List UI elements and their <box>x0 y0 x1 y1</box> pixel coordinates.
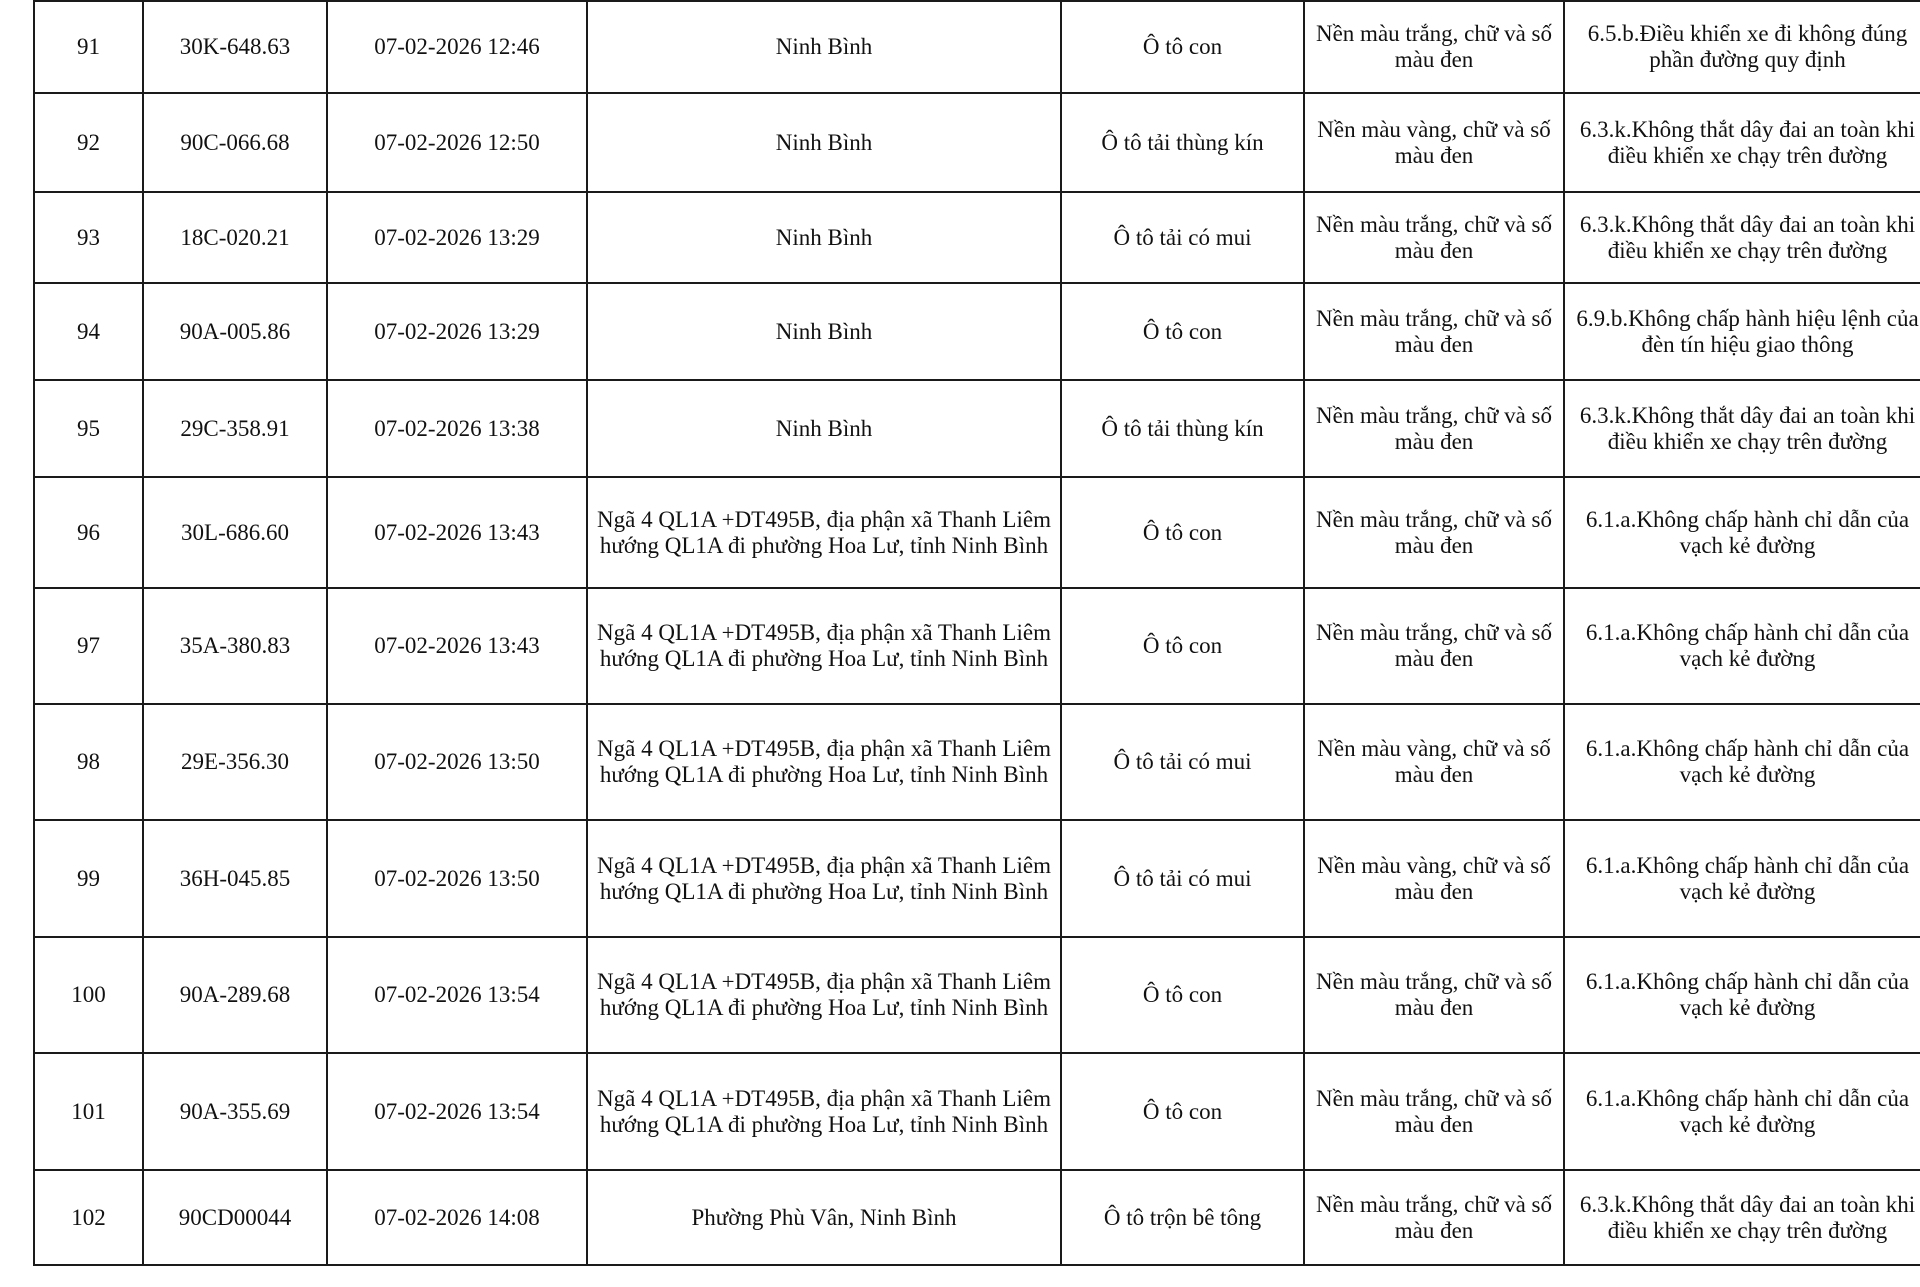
cell-stt: 96 <box>34 477 143 588</box>
cell-violation-description: 6.1.a.Không chấp hành chỉ dẫn của vạch kẻ đường <box>1564 704 1920 820</box>
cell-plate-color: Nền màu vàng, chữ và số màu đen <box>1304 820 1564 937</box>
cell-stt: 95 <box>34 380 143 477</box>
cell-vehicle-type: Ô tô tải có mui <box>1061 192 1304 283</box>
cell-plate-number: 90C-066.68 <box>143 93 327 192</box>
cell-violation-time: 07-02-2026 12:50 <box>327 93 587 192</box>
cell-violation-time: 07-02-2026 14:08 <box>327 1170 587 1265</box>
cell-vehicle-type: Ô tô tải thùng kín <box>1061 93 1304 192</box>
cell-violation-place: Ngã 4 QL1A +DT495B, địa phận xã Thanh Liêm hướng QL1A đi phường Hoa Lư, tỉnh Ninh Bình <box>587 588 1061 704</box>
cell-vehicle-type: Ô tô trộn bê tông <box>1061 1170 1304 1265</box>
cell-plate-number: 90A-005.86 <box>143 283 327 380</box>
cell-plate-number: 35A-380.83 <box>143 588 327 704</box>
cell-stt: 91 <box>34 1 143 93</box>
cell-vehicle-type: Ô tô tải thùng kín <box>1061 380 1304 477</box>
cell-violation-place: Phường Phù Vân, Ninh Bình <box>587 1170 1061 1265</box>
cell-violation-place: Ngã 4 QL1A +DT495B, địa phận xã Thanh Liêm hướng QL1A đi phường Hoa Lư, tỉnh Ninh Bình <box>587 704 1061 820</box>
cell-violation-place: Ngã 4 QL1A +DT495B, địa phận xã Thanh Liêm hướng QL1A đi phường Hoa Lư, tỉnh Ninh Bình <box>587 820 1061 937</box>
cell-plate-color: Nền màu trắng, chữ và số màu đen <box>1304 1053 1564 1170</box>
cell-plate-color: Nền màu trắng, chữ và số màu đen <box>1304 477 1564 588</box>
cell-violation-description: 6.3.k.Không thắt dây đai an toàn khi điều khiển xe chạy trên đường <box>1564 93 1920 192</box>
cell-violation-time: 07-02-2026 13:29 <box>327 283 587 380</box>
cell-violation-description: 6.1.a.Không chấp hành chỉ dẫn của vạch kẻ đường <box>1564 588 1920 704</box>
table-row <box>34 192 1920 283</box>
cell-violation-place: Ninh Bình <box>587 192 1061 283</box>
cell-vehicle-type: Ô tô con <box>1061 1053 1304 1170</box>
cell-stt: 97 <box>34 588 143 704</box>
cell-plate-color: Nền màu trắng, chữ và số màu đen <box>1304 283 1564 380</box>
cell-vehicle-type: Ô tô con <box>1061 283 1304 380</box>
cell-violation-time: 07-02-2026 13:50 <box>327 820 587 937</box>
cell-violation-place: Ninh Bình <box>587 283 1061 380</box>
cell-plate-color: Nền màu trắng, chữ và số màu đen <box>1304 192 1564 283</box>
table-row <box>34 1 1920 93</box>
cell-violation-time: 07-02-2026 13:38 <box>327 380 587 477</box>
cell-violation-place: Ngã 4 QL1A +DT495B, địa phận xã Thanh Liêm hướng QL1A đi phường Hoa Lư, tỉnh Ninh Bình <box>587 1053 1061 1170</box>
cell-plate-color: Nền màu vàng, chữ và số màu đen <box>1304 704 1564 820</box>
cell-stt: 99 <box>34 820 143 937</box>
table-row <box>34 477 1920 588</box>
table-row <box>34 588 1920 704</box>
cell-stt: 98 <box>34 704 143 820</box>
cell-violation-description: 6.3.k.Không thắt dây đai an toàn khi điều khiển xe chạy trên đường <box>1564 380 1920 477</box>
cell-violation-description: 6.3.k.Không thắt dây đai an toàn khi điều khiển xe chạy trên đường <box>1564 1170 1920 1265</box>
cell-plate-number: 18C-020.21 <box>143 192 327 283</box>
violation-table <box>33 0 1920 1266</box>
cell-plate-color: Nền màu trắng, chữ và số màu đen <box>1304 1170 1564 1265</box>
cell-violation-place: Ngã 4 QL1A +DT495B, địa phận xã Thanh Liêm hướng QL1A đi phường Hoa Lư, tỉnh Ninh Bình <box>587 937 1061 1053</box>
table-row <box>34 1170 1920 1265</box>
cell-stt: 100 <box>34 937 143 1053</box>
cell-violation-place: Ngã 4 QL1A +DT495B, địa phận xã Thanh Liêm hướng QL1A đi phường Hoa Lư, tỉnh Ninh Bình <box>587 477 1061 588</box>
cell-violation-time: 07-02-2026 13:54 <box>327 937 587 1053</box>
cell-stt: 93 <box>34 192 143 283</box>
cell-vehicle-type: Ô tô con <box>1061 477 1304 588</box>
violation-list-sheet <box>33 0 1919 1266</box>
cell-vehicle-type: Ô tô tải có mui <box>1061 820 1304 937</box>
cell-plate-number: 29E-356.30 <box>143 704 327 820</box>
cell-plate-number: 90A-289.68 <box>143 937 327 1053</box>
cell-vehicle-type: Ô tô con <box>1061 937 1304 1053</box>
cell-plate-number: 36H-045.85 <box>143 820 327 937</box>
cell-vehicle-type: Ô tô tải có mui <box>1061 704 1304 820</box>
cell-violation-description: 6.5.b.Điều khiển xe đi không đúng phần đường quy định <box>1564 1 1920 93</box>
cell-violation-place: Ninh Bình <box>587 1 1061 93</box>
cell-stt: 92 <box>34 93 143 192</box>
cell-violation-time: 07-02-2026 13:50 <box>327 704 587 820</box>
cell-stt: 102 <box>34 1170 143 1265</box>
cell-vehicle-type: Ô tô con <box>1061 1 1304 93</box>
cell-stt: 101 <box>34 1053 143 1170</box>
table-row <box>34 380 1920 477</box>
cell-plate-color: Nền màu vàng, chữ và số màu đen <box>1304 93 1564 192</box>
violation-table-body <box>34 1 1920 1265</box>
table-row <box>34 704 1920 820</box>
cell-plate-number: 90A-355.69 <box>143 1053 327 1170</box>
cell-violation-description: 6.1.a.Không chấp hành chỉ dẫn của vạch kẻ đường <box>1564 937 1920 1053</box>
cell-violation-time: 07-02-2026 13:43 <box>327 588 587 704</box>
cell-violation-description: 6.1.a.Không chấp hành chỉ dẫn của vạch kẻ đường <box>1564 820 1920 937</box>
table-row <box>34 93 1920 192</box>
cell-violation-description: 6.1.a.Không chấp hành chỉ dẫn của vạch kẻ đường <box>1564 477 1920 588</box>
table-row <box>34 283 1920 380</box>
cell-violation-description: 6.3.k.Không thắt dây đai an toàn khi điều khiển xe chạy trên đường <box>1564 192 1920 283</box>
cell-violation-time: 07-02-2026 13:29 <box>327 192 587 283</box>
table-row <box>34 1053 1920 1170</box>
cell-vehicle-type: Ô tô con <box>1061 588 1304 704</box>
cell-violation-time: 07-02-2026 13:43 <box>327 477 587 588</box>
cell-plate-color: Nền màu trắng, chữ và số màu đen <box>1304 588 1564 704</box>
cell-plate-color: Nền màu trắng, chữ và số màu đen <box>1304 380 1564 477</box>
cell-plate-number: 90CD00044 <box>143 1170 327 1265</box>
cell-violation-time: 07-02-2026 12:46 <box>327 1 587 93</box>
cell-plate-color: Nền màu trắng, chữ và số màu đen <box>1304 937 1564 1053</box>
cell-violation-time: 07-02-2026 13:54 <box>327 1053 587 1170</box>
cell-violation-description: 6.9.b.Không chấp hành hiệu lệnh của đèn tín hiệu giao thông <box>1564 283 1920 380</box>
cell-plate-number: 30L-686.60 <box>143 477 327 588</box>
cell-plate-color: Nền màu trắng, chữ và số màu đen <box>1304 1 1564 93</box>
cell-plate-number: 29C-358.91 <box>143 380 327 477</box>
cell-plate-number: 30K-648.63 <box>143 1 327 93</box>
table-row <box>34 820 1920 937</box>
cell-stt: 94 <box>34 283 143 380</box>
table-row <box>34 937 1920 1053</box>
cell-violation-place: Ninh Bình <box>587 93 1061 192</box>
cell-violation-place: Ninh Bình <box>587 380 1061 477</box>
cell-violation-description: 6.1.a.Không chấp hành chỉ dẫn của vạch kẻ đường <box>1564 1053 1920 1170</box>
